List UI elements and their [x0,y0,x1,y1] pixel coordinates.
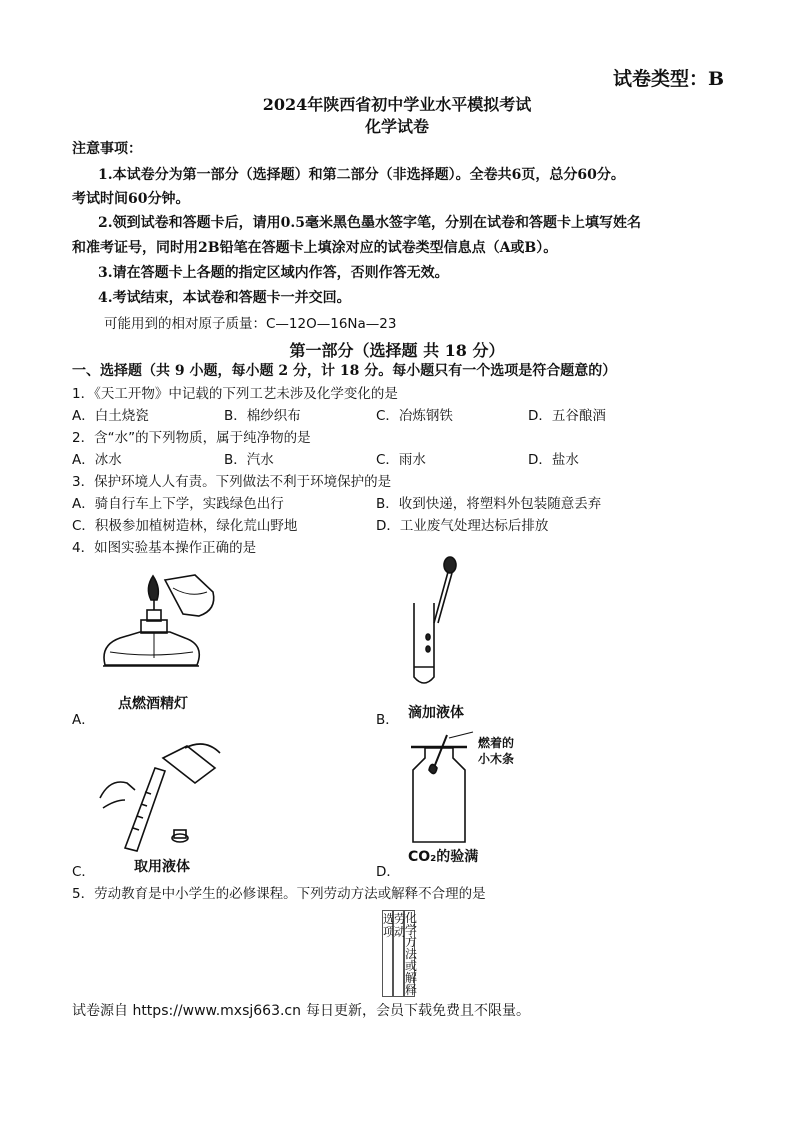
q1-option-c: C．冶炼钢铁 [376,408,453,424]
q2-stem: 2．含“水”的下列物质，属于纯净物的是 [72,430,311,446]
q3-option-c: C．积极参加植树造林，绿化荒山野地 [72,518,298,534]
atomic-mass-note: 可能用到的相对原子质量：C—12O—16Na—23 [104,316,397,332]
q5-col3-c6: 释 [405,983,418,997]
q5-col2-c0: 劳 [394,912,407,926]
footer-source: 试卷源自 https://www.mxsj663.cn [72,1003,301,1019]
q1-option-a: A．白土烧瓷 [72,408,149,424]
q5-stem: 5．劳动教育是中小学生的必修课程。下列劳动方法或解释不合理的是 [72,886,486,902]
fig-c-label: C． [72,864,95,880]
fig-a-caption: 点燃酒精灯 [118,696,188,712]
exam-title: 2024年陕西省初中学业水平模拟考试 [262,95,532,114]
q2-option-a: A．冰水 [72,452,122,468]
q5-col3-c2: 方 [405,935,418,949]
q5-col1-c0: 选 [383,912,396,926]
footer-note: 每日更新，会员下载免费且不限量。 [306,1003,530,1019]
fig-c-caption: 取用液体 [134,859,190,875]
q5-col3-c0: 化 [405,911,418,925]
paper-type: 试卷类型：B [612,68,724,90]
q2-option-c: C．雨水 [376,452,426,468]
q5-table-col-1 [382,910,396,997]
q1-stem: 1．《天工开物》中记载的下列工艺未涉及化学变化的是 [72,386,398,402]
q5-col3-c1: 学 [405,923,418,937]
alcohol-lamp-figure [95,570,225,695]
co2-bottle-figure [405,730,475,850]
q5-col1-c1: 项 [383,925,396,939]
dropper-test-tube-figure [400,555,470,695]
q2-option-d: D．盐水 [528,452,579,468]
fig-d-note-1: 燃着的 [478,736,515,750]
q1-option-d: D．五谷酿酒 [528,408,606,424]
q5-col3-c3: 法 [405,947,418,961]
section-heading: 一、选择题（共 9 小题，每小题 2 分，计 18 分。每小题只有一个选项是符合题意的） [72,363,617,379]
q5-col3-c5: 解 [405,971,418,985]
fig-d-caption: CO₂的验满 [408,849,479,865]
subject-title: 化学试卷 [364,117,429,136]
notice-item-1: 1.本试卷分为第一部分（选择题）和第二部分（非选择题）。全卷共6页，总分60分。 [98,167,625,183]
notice-item-2: 2.领到试卷和答题卡后，请用0.5毫米黑色墨水签字笔，分别在试卷和答题卡上填写姓名 [98,215,641,231]
q3-option-b: B．收到快递，将塑料外包装随意丢弃 [376,496,602,512]
notice-item-3: 3.请在答题卡上各题的指定区域内作答，否则作答无效。 [98,265,449,281]
notice-item-4: 4.考试结束，本试卷和答题卡一并交回。 [98,290,351,306]
notice-heading: 注意事项： [72,141,142,157]
part1-heading: 第一部分（选择题 共 18 分） [289,341,505,360]
notice-item-1-cont: 考试时间60分钟。 [72,191,190,207]
q5-col3-c4: 或 [405,959,418,973]
q5-table-col-2 [393,910,407,997]
measuring-cylinder-figure [95,738,235,853]
fig-b-caption: 滴加液体 [408,705,464,721]
q3-option-a: A．骑自行车上下学，实践绿色出行 [72,496,284,512]
q1-option-b: B．棉纱织布 [224,408,301,424]
fig-a-label: A． [72,712,95,728]
q3-option-d: D．工业废气处理达标后排放 [376,518,549,534]
q3-stem: 3．保护环境人人有责。下列做法不利于环境保护的是 [72,474,392,490]
q2-option-b: B．汽水 [224,452,274,468]
q5-table-col-3 [404,910,418,997]
fig-d-note-2: 小木条 [478,752,515,766]
fig-d-label: D． [376,864,400,880]
q4-stem: 4．如图实验基本操作正确的是 [72,540,257,556]
q5-col2-c1: 动 [394,925,407,939]
notice-item-2-cont: 和准考证号，同时用2B铅笔在答题卡上填涂对应的试卷类型信息点（A或B）。 [72,240,558,256]
fig-b-label: B． [376,712,399,728]
